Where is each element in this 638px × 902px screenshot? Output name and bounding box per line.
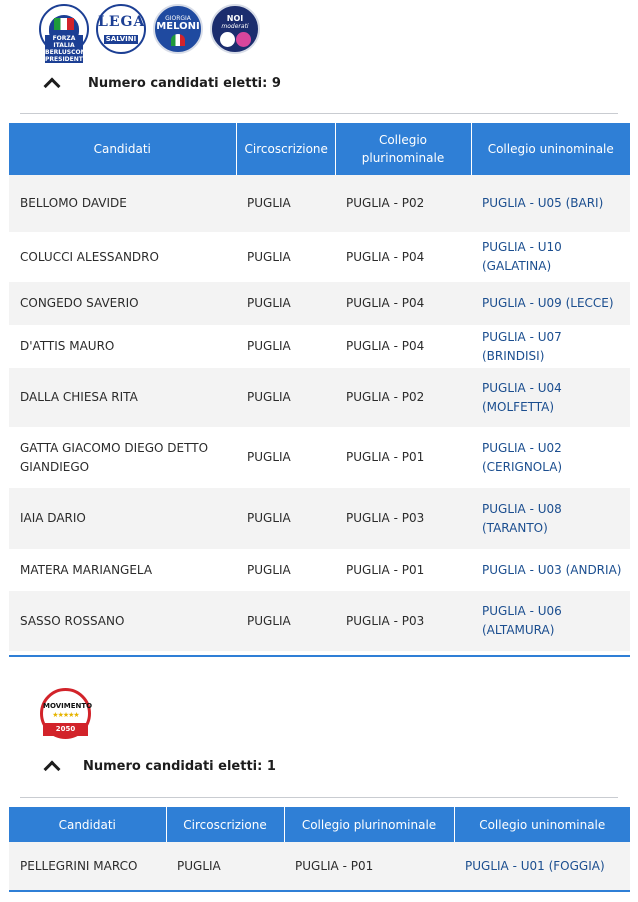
candidates-table [9, 807, 630, 890]
table-row [9, 325, 630, 368]
section-toggle[interactable] [46, 74, 281, 92]
table-row [9, 591, 630, 651]
table-row [9, 368, 630, 427]
table-row [9, 842, 630, 890]
column-header-candidati: Candidati [9, 123, 236, 175]
candidate-name: COLUCCI ALESSANDRO [9, 232, 236, 282]
circoscrizione-cell: PUGLIA [236, 591, 335, 651]
plurinominale-cell: PUGLIA - P04 [335, 282, 471, 325]
table-row [9, 488, 630, 549]
uninominale-link[interactable]: PUGLIA - U06 (ALTAMURA) [471, 591, 630, 651]
candidate-name: DALLA CHIESA RITA [9, 368, 236, 427]
candidate-name: CONGEDO SAVERIO [9, 282, 236, 325]
plurinominale-cell: PUGLIA - P03 [335, 488, 471, 549]
circoscrizione-cell: PUGLIA [236, 175, 335, 232]
uninominale-link[interactable]: PUGLIA - U02 (CERIGNOLA) [471, 427, 630, 488]
uninominale-link[interactable]: PUGLIA - U09 (LECCE) [471, 282, 630, 325]
candidate-name: BELLOMO DAVIDE [9, 175, 236, 232]
table-header-row [9, 807, 630, 842]
plurinominale-cell: PUGLIA - P02 [335, 175, 471, 232]
circoscrizione-cell: PUGLIA [236, 427, 335, 488]
uninominale-link[interactable]: PUGLIA - U03 (ANDRIA) [471, 549, 630, 591]
candidate-name: GATTA GIACOMO DIEGO DETTO GIANDIEGO [9, 427, 236, 488]
table-row [9, 282, 630, 325]
fratelli-italia-logo: GIORGIA MELONI [153, 4, 203, 54]
uninominale-link[interactable]: PUGLIA - U05 (BARI) [471, 175, 630, 232]
uninominale-link[interactable]: PUGLIA - U01 (FOGGIA) [454, 842, 630, 890]
forza-italia-logo: FORZA ITALIA BERLUSCONI PRESIDENTE [39, 4, 89, 54]
circoscrizione-cell: PUGLIA [236, 232, 335, 282]
elected-count-label: Numero candidati eletti: 9 [88, 75, 281, 91]
column-header-circoscrizione: Circoscrizione [236, 123, 335, 175]
circoscrizione-cell: PUGLIA [236, 325, 335, 368]
chevron-up-icon[interactable] [44, 78, 61, 95]
plurinominale-cell: PUGLIA - P01 [335, 427, 471, 488]
movimento-5-stelle-logo: MOVIMENTO ★★★★★ 2050 [40, 688, 91, 739]
plurinominale-cell: PUGLIA - P01 [335, 549, 471, 591]
circoscrizione-cell: PUGLIA [236, 549, 335, 591]
divider [20, 113, 618, 114]
uninominale-link[interactable]: PUGLIA - U04 (MOLFETTA) [471, 368, 630, 427]
plurinominale-cell: PUGLIA - P01 [284, 842, 454, 890]
column-header-uninominale: Collegio uninominale [471, 123, 630, 175]
noi-moderati-logo: NOI moderati [210, 4, 260, 54]
divider [20, 797, 618, 798]
column-header-uninominale: Collegio uninominale [454, 807, 630, 842]
plurinominale-cell: PUGLIA - P02 [335, 368, 471, 427]
candidate-name: D'ATTIS MAURO [9, 325, 236, 368]
column-header-circoscrizione: Circoscrizione [166, 807, 284, 842]
candidates-table [9, 123, 630, 651]
circoscrizione-cell: PUGLIA [236, 488, 335, 549]
table-row [9, 175, 630, 232]
candidate-name: IAIA DARIO [9, 488, 236, 549]
table-row [9, 549, 630, 591]
plurinominale-cell: PUGLIA - P04 [335, 232, 471, 282]
circoscrizione-cell: PUGLIA [166, 842, 284, 890]
table-bottom-border [9, 655, 630, 657]
column-header-plurinominale: Collegio plurinominale [284, 807, 454, 842]
circoscrizione-cell: PUGLIA [236, 368, 335, 427]
candidate-name: MATERA MARIANGELA [9, 549, 236, 591]
plurinominale-cell: PUGLIA - P04 [335, 325, 471, 368]
candidate-name: SASSO ROSSANO [9, 591, 236, 651]
lega-logo: LEGA SALVINI [96, 4, 146, 54]
circoscrizione-cell: PUGLIA [236, 282, 335, 325]
plurinominale-cell: PUGLIA - P03 [335, 591, 471, 651]
uninominale-link[interactable]: PUGLIA - U08 (TARANTO) [471, 488, 630, 549]
uninominale-link[interactable]: PUGLIA - U07 (BRINDISI) [471, 325, 630, 368]
uninominale-link[interactable]: PUGLIA - U10 (GALATINA) [471, 232, 630, 282]
table-row [9, 232, 630, 282]
candidate-name: PELLEGRINI MARCO [9, 842, 166, 890]
chevron-up-icon[interactable] [44, 761, 61, 778]
column-header-plurinominale: Collegio plurinominale [335, 123, 471, 175]
table-bottom-border [9, 890, 630, 892]
elected-count-label: Numero candidati eletti: 1 [83, 758, 276, 774]
table-header-row [9, 123, 630, 175]
table-row [9, 427, 630, 488]
column-header-candidati: Candidati [9, 807, 166, 842]
party-logos [39, 4, 260, 63]
section-toggle[interactable] [46, 757, 276, 775]
